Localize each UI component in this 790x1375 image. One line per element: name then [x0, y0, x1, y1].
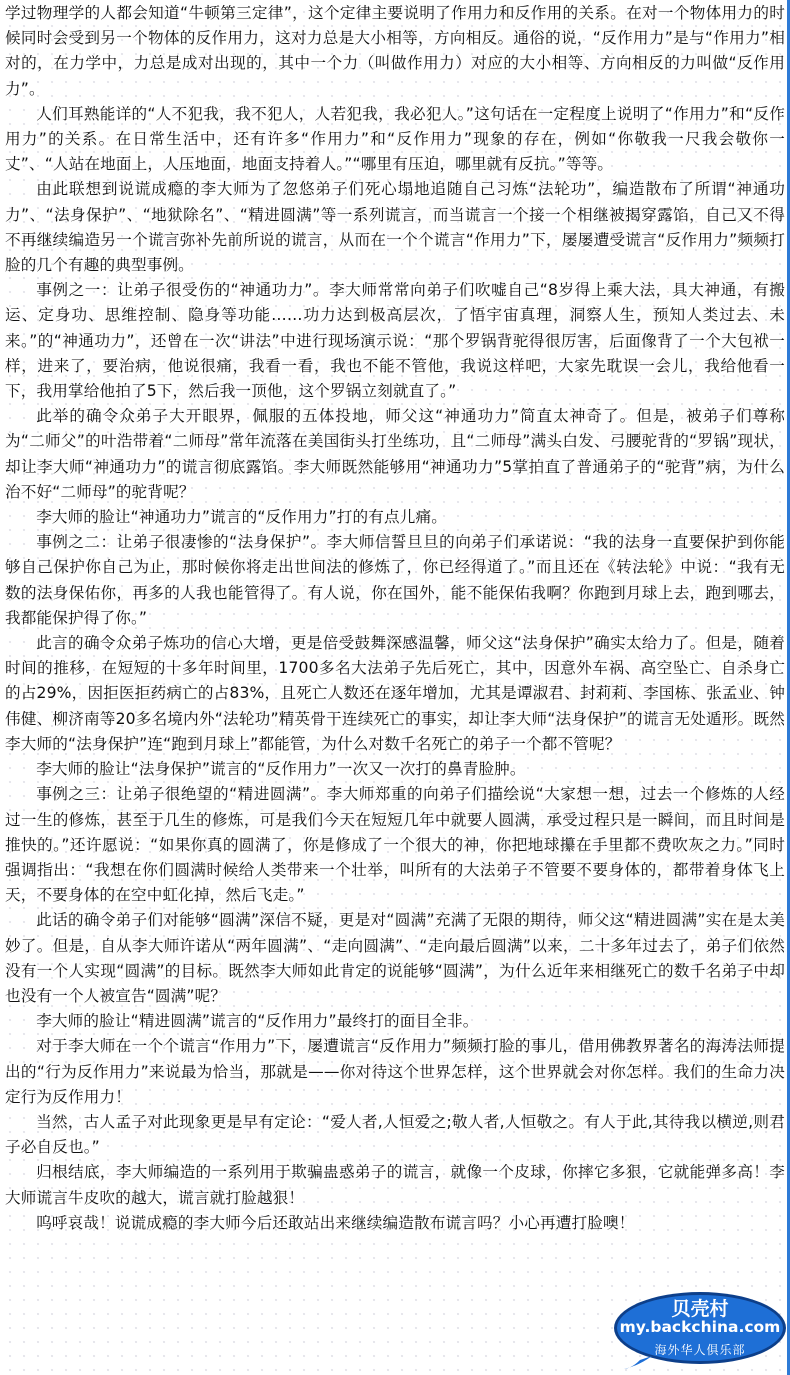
watermark-logo [612, 1286, 788, 1370]
paragraph: 此言的确令众弟子炼功的信心大增，更是倍受鼓舞深感温馨，师父这“法身保护”确实太给力了。但是，随着时间的推移，在短短的十多年时间里，1700多名大法弟子先后死亡，其中，因意外车祸、高空坠亡、自杀身亡的占29%，因拒医拒药病亡的占83%，且死亡人数还在逐年增加，尤其是谭淑君、封莉莉、李国栋、张孟业、钟伟健、柳济南等20多名境内外“法轮功”精英骨干连续死亡的事实，却让李大师“法身保护”的谎言无处遁形。既然李大师的“法身保护”连“跑到月球上”都能管，为什么对数千名死亡的弟子一个都不管呢？ [5, 634, 785, 753]
watermark-url: my.backchina.com [619, 1318, 781, 1336]
paragraph: 事例之二：让弟子很凄惨的“法身保护”。李大师信誓旦旦的向弟子们承诺说：“我的法身一直要保护到你能够自己保护你自己为止，那时候你将走出世间法的修炼了，你已经得道了。”而且还在《转法轮》中说：“我有无数的法身保佑你，再多的人我也能管得了。有人说，你在国外，能不能保佑我啊？你跑到月球上去，跑到哪去，我都能保护得了你。” [5, 533, 785, 627]
watermark-title: 贝壳村 [671, 1298, 729, 1320]
paragraph: 李大师的脸让“精进圆满”谎言的“反作用力”最终打的面目全非。 [36, 1012, 479, 1031]
paragraph: 事例之一：让弟子很受伤的“神通功力”。李大师常常向弟子们吹嘘自己“8岁得上乘大法，具大神通，有搬运、定身功、思维控制、隐身等功能……功力达到极高层次，了悟宇宙真理，洞察人生，预知人类过去、未来。”的“神通功力”，还曾在一次“讲法”中进行现场演示说：“那个罗锅背驼得很厉害，后面像背了一个大包袱一样，进来了，要治病，他说很痛，我看一看，我也不能不管他，我说这样吧，大家先耽误一会儿，我给他看一下，我用掌给他拍了5下，然后我一顶他，这个罗锅立刻就直了。” [5, 281, 785, 401]
watermark-subtitle: 海外华人俱乐部 [654, 1343, 746, 1357]
paragraph: 此话的确令弟子们对能够“圆满”深信不疑，更是对“圆满”充满了无限的期待，师父这“精进圆满”实在是太美妙了。但是，自从李大师许诺从“两年圆满”、“走向圆满”、“走向最后圆满”以来，二十多年过去了，弟子们依然没有一个人实现“圆满”的目标。既然李大师如此肯定的说能够“圆满”，为什么近年来相继死亡的数千名弟子中却也没有一个人被宣告“圆满”呢？ [5, 911, 785, 1005]
paragraph: 李大师的脸让“法身保护”谎言的“反作用力”一次又一次打的鼻青脸肿。 [36, 760, 526, 779]
paragraph: 事例之三：让弟子很绝望的“精进圆满”。李大师郑重的向弟子们描绘说“大家想一想，过去一个修炼的人经过一生的修炼，甚至于几生的修炼，可是我们今天在短短几年中就要人圆满，承受过程只是一瞬间，而且时间是推快的。”还许愿说：“如果你真的圆满了，你是修成了一个很大的神，你把地球攥在手里都不费吹灰之力。”同时强调指出：“我想在你们圆满时候给人类带来一个壮举，叫所有的大法弟子不管要不要身体的，都带着身体飞上天，不要身体的在空中虹化掉，然后飞走。” [5, 785, 785, 905]
paragraph: 人们耳熟能详的“人不犯我，我不犯人，人若犯我，我必犯人。”这句话在一定程度上说明了“作用力”和“反作用力”的关系。在日常生活中，还有许多“作用力”和“反作用力”现象的存在，例如“你敬我一尺我会敬你一丈”、“人站在地面上，人压地面，地面支持着人。”“哪里有压迫，哪里就有反抗。”等等。 [5, 104, 785, 174]
article-body [5, 1, 785, 1236]
paragraph: 学过物理学的人都会知道“牛顿第三定律”，这个定律主要说明了作用力和反作用的关系。在对一个物体用力的时候同时会受到另一个物体的反作用力，这对力总是大小相等，方向相反。通俗的说，“反作用力”是与“作用力”相对的，在力学中，力总是成对出现的，其中一个力（叫做作用力）对应的大小相等、方向相反的力叫做“反作用力”。 [5, 4, 785, 98]
paragraph: 此举的确令众弟子大开眼界，佩服的五体投地，师父这“神通功力”简直太神奇了。但是，被弟子们尊称为“二师父”的叶浩带着“二师母”常年流落在美国街头打坐练功，且“二师母”满头白发、弓腰驼背的“罗锅”现状，却让李大师“神通功力”的谎言彻底露馅。李大师既然能够用“神通功力”5掌拍直了普通弟子的“驼背”病，为什么治不好“二师母”的驼背呢？ [5, 407, 785, 501]
paragraph: 李大师的脸让“神通功力”谎言的“反作用力”打的有点儿痛。 [36, 508, 447, 527]
paragraph: 对于李大师在一个个谎言“作用力”下，屡遭谎言“反作用力”频频打脸的事儿，借用佛教界著名的海涛法师提出的“行为反作用力”来说最为恰当，那就是——你对待这个世界怎样，这个世界就会对你怎样。我们的生命力决定行为反作用力！ [5, 1037, 785, 1106]
paragraph: 当然，古人孟子对此现象更是早有定论：“爱人者,人恒爱之;敬人者,人恒敬之。有人于此,其待我以横逆,则君子必自反也。” [5, 1112, 785, 1157]
paragraph: 呜呼哀哉！说谎成瘾的李大师今后还敢站出来继续编造散布谎言吗？小心再遭打脸噢！ [36, 1213, 635, 1232]
paragraph: 由此联想到说谎成瘾的李大师为了忽悠弟子们死心塌地追随自己习炼“法轮功”，编造散布了所谓“神通功力”、“法身保护”、“地狱除名”、“精进圆满”等一系列谎言，而当谎言一个接一个相继被揭穿露馅，自己又不得不再继续编造另一个谎言弥补先前所说的谎言，从而在一个个谎言“作用力”下，屡屡遭受谎言“反作用力”频频打脸的几个有趣的典型事例。 [5, 180, 785, 275]
paragraph: 归根结底，李大师编造的一系列用于欺骗蛊惑弟子的谎言，就像一个皮球，你摔它多狠，它就能弹多高！李大师谎言牛皮吹的越大，谎言就打脸越狠！ [5, 1163, 785, 1207]
